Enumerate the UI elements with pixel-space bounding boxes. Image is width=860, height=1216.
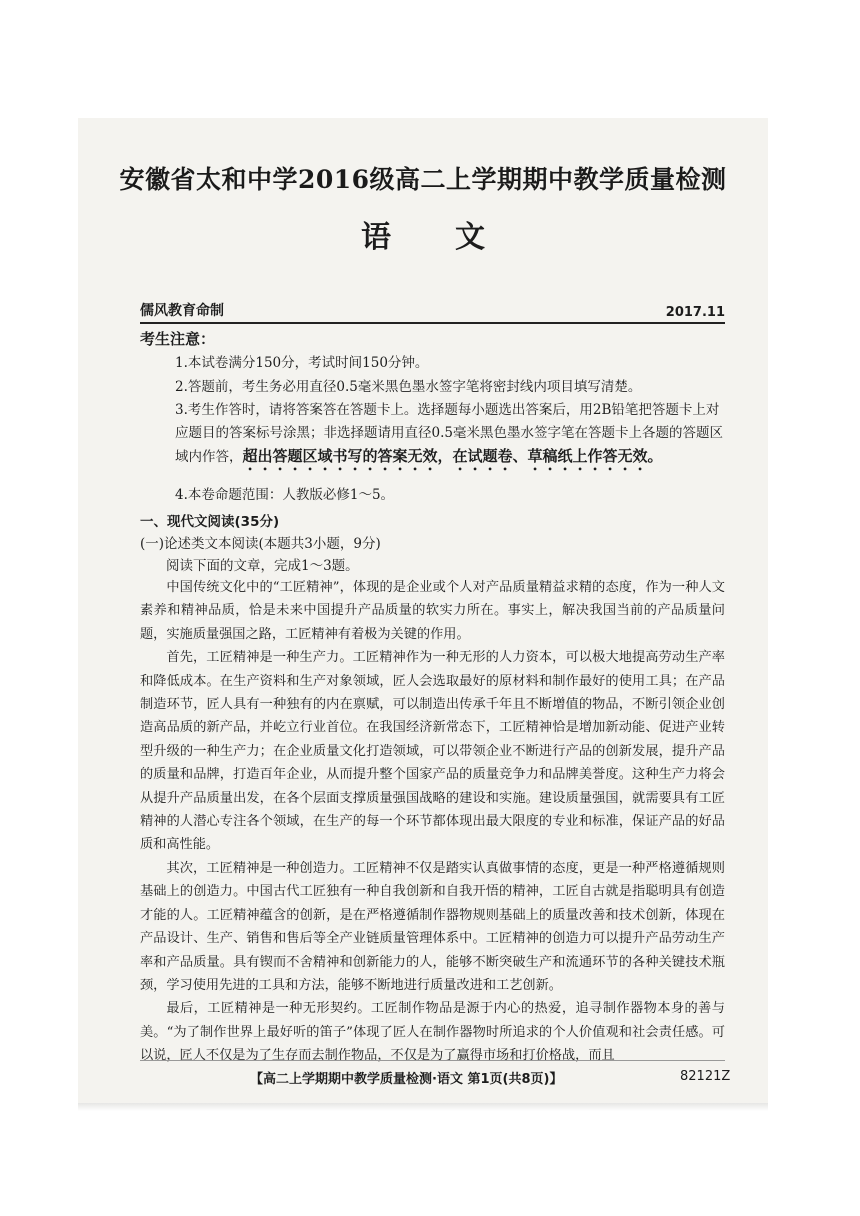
notice-item-3-text: 3.考生作答时，请将答案答在答题卡上。选择题每小题选出答案后，用2B铅笔把答题卡上对应题目的答案标号涂黑；非选择题请用直径0.5毫米黑色墨水签字笔在答题卡上各题的答题区域内作答，	[175, 402, 723, 465]
page-shadow	[78, 1103, 768, 1111]
section-heading: 一、现代文阅读(35分)	[140, 514, 280, 530]
exam-title: 安徽省太和中学2016级高二上学期期中教学质量检测	[119, 165, 727, 194]
notice-item-2: 2.答题前，考生务必用直径0.5毫米黑色墨水签字笔将密封线内项目填写清楚。	[175, 379, 642, 395]
paper-code: 82121Z	[680, 1069, 731, 1084]
subsection-heading: (一)论述类文本阅读(本题共3小题，9分)	[140, 536, 381, 552]
exam-date: 2017.11	[665, 305, 725, 320]
footer-divider	[140, 1060, 725, 1061]
article-body	[140, 576, 725, 1068]
notice-item-4: 4.本卷命题范围：人教版必修1～5。	[175, 487, 395, 503]
publisher: 儒风教育命制	[140, 303, 224, 319]
paragraph-3: 其次，工匠精神是一种创造力。工匠精神不仅是踏实认真做事情的态度，更是一种严格遵循规则基础上的创造力。中国古代工匠独有一种自我创新和自我开悟的精神，工匠自古就是指聪明具有创造才能的人。工匠精神蕴含的创新，是在严格遵循制作器物规则基础上的质量改善和技术创新，体现在产品设计、生产、销售和售后等全产业链质量管理体系中。工匠精神的创造力可以提升产品劳动生产率和产品质量。具有锲而不舍精神和创新能力的人，能够不断突破生产和流通环节的各种关键技术瓶颈，学习使用先进的工具和方法，能够不断地进行质量改进和工艺创新。	[140, 860, 725, 993]
paragraph-4: 最后，工匠精神是一种无形契约。工匠制作物品是源于内心的热爱，追寻制作器物本身的善与美。“为了制作世界上最好听的笛子”体现了匠人在制作器物时所追求的个人价值观和社会责任感。可以说，匠人不仅是为了生存而去制作物品，不仅是为了赢得市场和打价格战，而且	[140, 1001, 725, 1064]
page-footer: 【高二上学期期中教学质量检测·语文 第1页(共8页)】	[250, 1072, 563, 1087]
subject-heading: 语文	[361, 220, 549, 255]
reading-instruction: 阅读下面的文章，完成1～3题。	[166, 558, 359, 574]
notice-item-3	[175, 399, 725, 474]
header-row	[140, 302, 725, 324]
paragraph-2: 首先，工匠精神是一种生产力。工匠精神作为一种无形的人力资本，可以极大地提高劳动生产率和降低成本。在生产资料和生产对象领域，匠人会选取最好的原材料和制作最好的使用工具；在产品制造环节，匠人具有一种独有的内在禀赋，可以制造出传承千年且不断增值的物品，不断引领企业创造高品质的新产品，并屹立行业首位。在我国经济新常态下，工匠精神恰是增加新动能、促进产业转型升级的一种生产力；在企业质量文化打造领域，可以带领企业不断进行产品的创新发展，提升产品的质量和品牌，打造百年企业，从而提升整个国家产品的质量竞争力和品牌美誉度。这种生产力将会从提升产品质量出发，在各个层面支撑质量强国战略的建设和实施。建设质量强国，就需要具有工匠精神的人潜心专注各个领域，在生产的每一个环节都体现出最大限度的专业和标准，保证产品的好品质和高性能。	[140, 650, 725, 853]
notice-item-3-emphasis: 超出答题区域书写的答案无效，在试题卷、草稿纸上作答无效。	[242, 447, 663, 465]
paragraph-1: 中国传统文化中的“工匠精神”，体现的是企业或个人对产品质量精益求精的态度，作为一种人文素养和精神品质，恰是未来中国提升产品质量的软实力所在。事实上，解决我国当前的产品质量问题，实施质量强国之路，工匠精神有着极为关键的作用。	[140, 580, 725, 642]
notice-item-1: 1.本试卷满分150分，考试时间150分钟。	[175, 355, 429, 371]
notice-title: 考生注意：	[140, 330, 216, 348]
